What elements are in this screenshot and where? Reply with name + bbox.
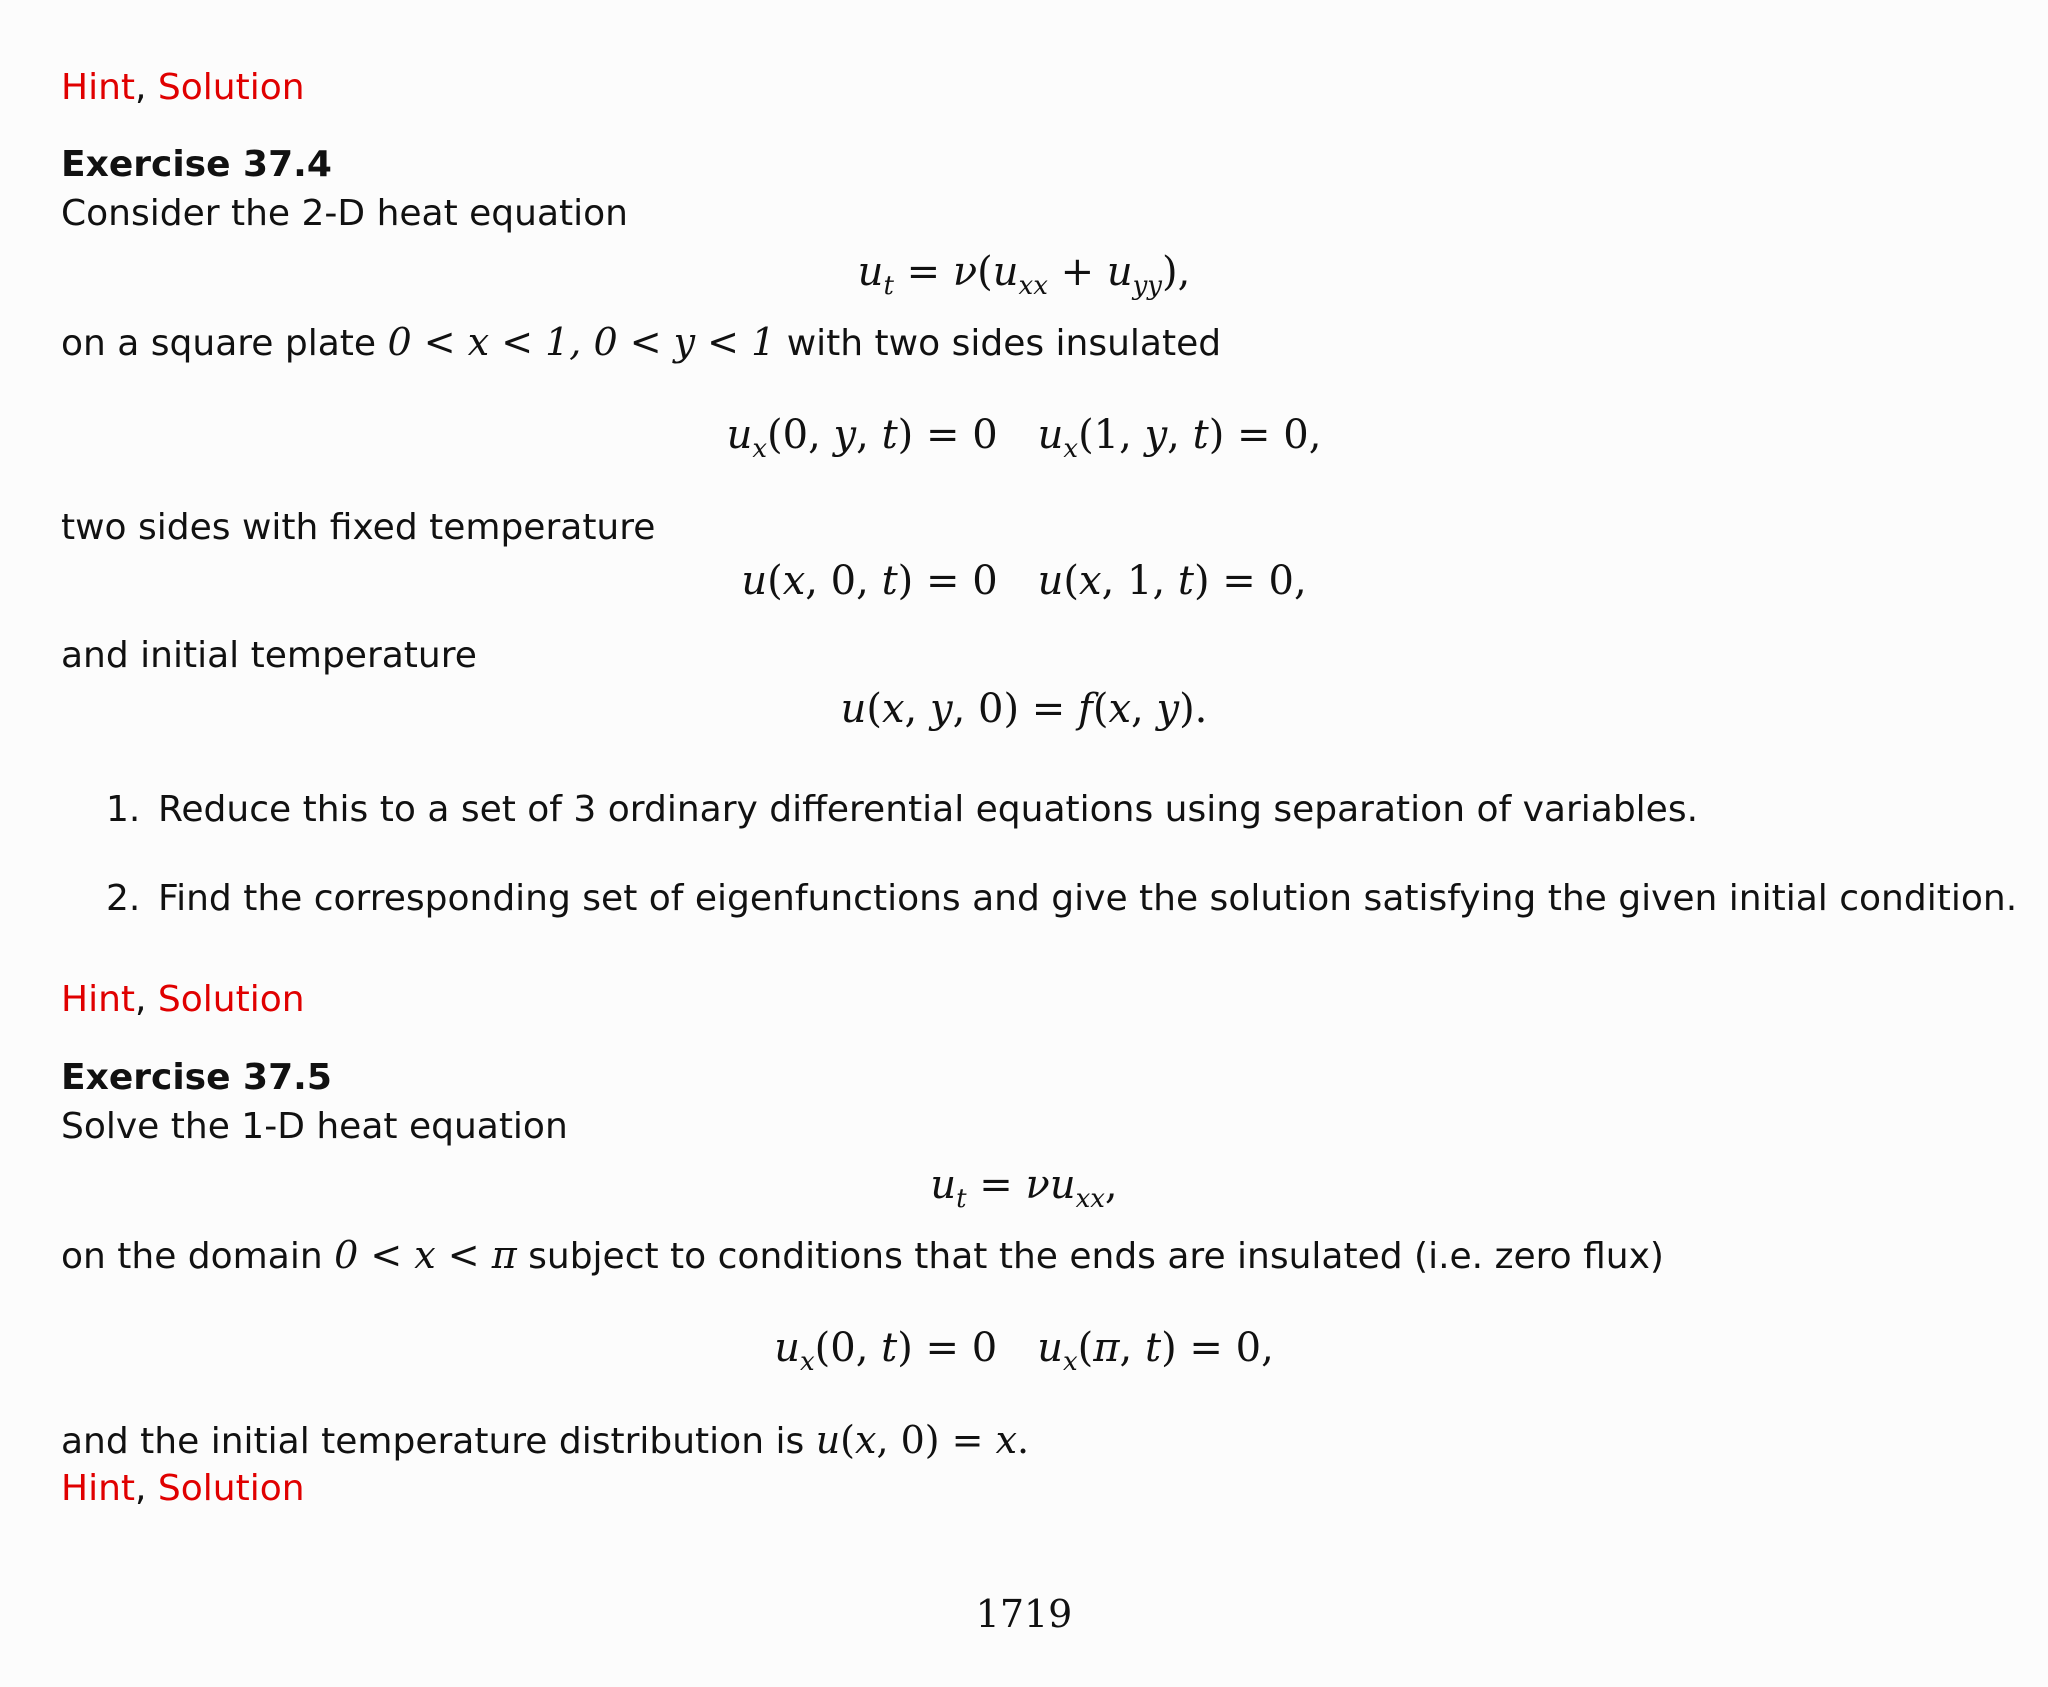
- exercise-37-4-intro: Consider the 2-D heat equation: [61, 193, 628, 234]
- link-separator: ,: [135, 67, 147, 108]
- hint-link[interactable]: Hint: [61, 67, 136, 108]
- equation-1d-heat: $u_t = \nu u_{xx}$,: [930, 1162, 1118, 1214]
- hint-solution-links-top: [61, 66, 305, 110]
- initial-condition-2d: u(x, y, 0) = f(x, y).: [840, 686, 1208, 732]
- exercise-37-4-title: Exercise 37.4: [61, 144, 332, 185]
- plate-domain: 0 < x < 1, 0 < y < 1: [387, 320, 776, 364]
- exercise-37-5-intro: Solve the 1-D heat equation: [61, 1106, 568, 1147]
- plate-description: [61, 320, 1221, 366]
- exercise-37-5-title: Exercise 37.5: [61, 1057, 332, 1098]
- task-number: 2.: [106, 878, 141, 919]
- domain-description: [61, 1233, 1664, 1279]
- page-number: 1719: [975, 1592, 1073, 1636]
- initial-distribution-line: [61, 1418, 1029, 1464]
- fixed-boundary-conditions: u(x, 0, t) = 0 u(x, 1, t) = 0,: [741, 558, 1307, 604]
- hint-link[interactable]: Hint: [61, 1468, 136, 1509]
- link-separator: ,: [135, 1468, 147, 1509]
- insulated-boundary-conditions: $u_x(0$, y, t) = 0 $u_x(1$, y, t) = 0,: [726, 412, 1322, 464]
- task-item-1: [106, 788, 1698, 832]
- insulated-end-conditions: $u_x(0$, t) = 0 $u_x(\pi$, t) = 0,: [774, 1325, 1274, 1377]
- plate-text-after: with two sides insulated: [786, 323, 1222, 364]
- fixed-temperature-text: two sides with fixed temperature: [61, 507, 656, 548]
- initial-temperature-text: and initial temperature: [61, 635, 477, 676]
- plate-text-before: on a square plate: [61, 323, 377, 364]
- solution-link[interactable]: Solution: [157, 67, 305, 108]
- task-text: Reduce this to a set of 3 ordinary differential equations using separation of variables.: [158, 789, 1699, 830]
- task-text: Find the corresponding set of eigenfunctions and give the solution satisfying the given initial condition.: [158, 878, 2018, 919]
- hint-solution-links-bottom: [61, 1467, 305, 1511]
- link-separator: ,: [135, 979, 147, 1020]
- hint-link[interactable]: Hint: [61, 979, 136, 1020]
- equation-2d-heat: $u_t = \nu(u_{xx} + u_{yy})$,: [857, 249, 1191, 301]
- solution-link[interactable]: Solution: [157, 979, 305, 1020]
- domain-text-before: on the domain: [61, 1236, 323, 1277]
- solution-link[interactable]: Solution: [157, 1468, 305, 1509]
- initial-distribution-text: and the initial temperature distribution is: [61, 1421, 805, 1462]
- initial-condition-1d: u(x, 0) = x.: [815, 1418, 1030, 1462]
- task-item-2: [106, 877, 2017, 921]
- task-number: 1.: [106, 789, 141, 830]
- domain-range: 0 < x < π: [334, 1233, 517, 1277]
- hint-solution-links-middle: [61, 978, 305, 1022]
- domain-text-after: subject to conditions that the ends are insulated (i.e. zero flux): [528, 1236, 1664, 1277]
